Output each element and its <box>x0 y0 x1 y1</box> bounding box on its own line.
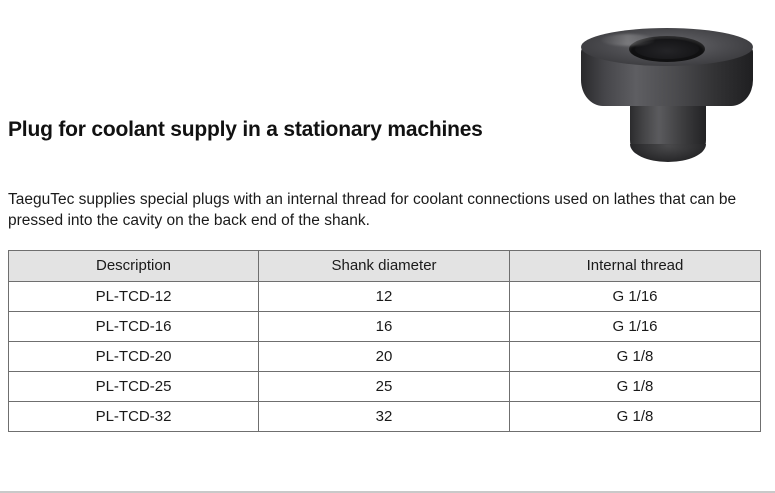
cell-description: PL-TCD-16 <box>9 312 259 342</box>
cell-description: PL-TCD-32 <box>9 402 259 432</box>
table-header-row <box>9 251 761 282</box>
column-header-shank-diameter: Shank diameter <box>259 251 510 282</box>
cell-shank-diameter: 12 <box>259 282 510 312</box>
column-header-internal-thread: Internal thread <box>510 251 761 282</box>
product-image <box>575 18 760 163</box>
cell-internal-thread: G 1/16 <box>510 282 761 312</box>
cell-description: PL-TCD-20 <box>9 342 259 372</box>
cell-shank-diameter: 16 <box>259 312 510 342</box>
cell-description: PL-TCD-12 <box>9 282 259 312</box>
column-header-description: Description <box>9 251 259 282</box>
specification-table <box>8 250 761 432</box>
table-row <box>9 282 761 312</box>
cell-shank-diameter: 20 <box>259 342 510 372</box>
cell-internal-thread: G 1/16 <box>510 312 761 342</box>
cell-internal-thread: G 1/8 <box>510 372 761 402</box>
cell-shank-diameter: 25 <box>259 372 510 402</box>
table-row <box>9 342 761 372</box>
page-title: Plug for coolant supply in a stationary machines <box>8 118 483 142</box>
cell-shank-diameter: 32 <box>259 402 510 432</box>
plug-specular-highlight <box>601 34 655 46</box>
cell-internal-thread: G 1/8 <box>510 342 761 372</box>
table-row <box>9 312 761 342</box>
table-row <box>9 402 761 432</box>
intro-paragraph: TaeguTec supplies special plugs with an internal thread for coolant connections used on lathes that can be pressed into the cavity on the back end of the shank. <box>8 190 737 229</box>
cell-internal-thread: G 1/8 <box>510 402 761 432</box>
plug-shank-bottom-shape <box>630 144 706 162</box>
table-row <box>9 372 761 402</box>
cell-description: PL-TCD-25 <box>9 372 259 402</box>
